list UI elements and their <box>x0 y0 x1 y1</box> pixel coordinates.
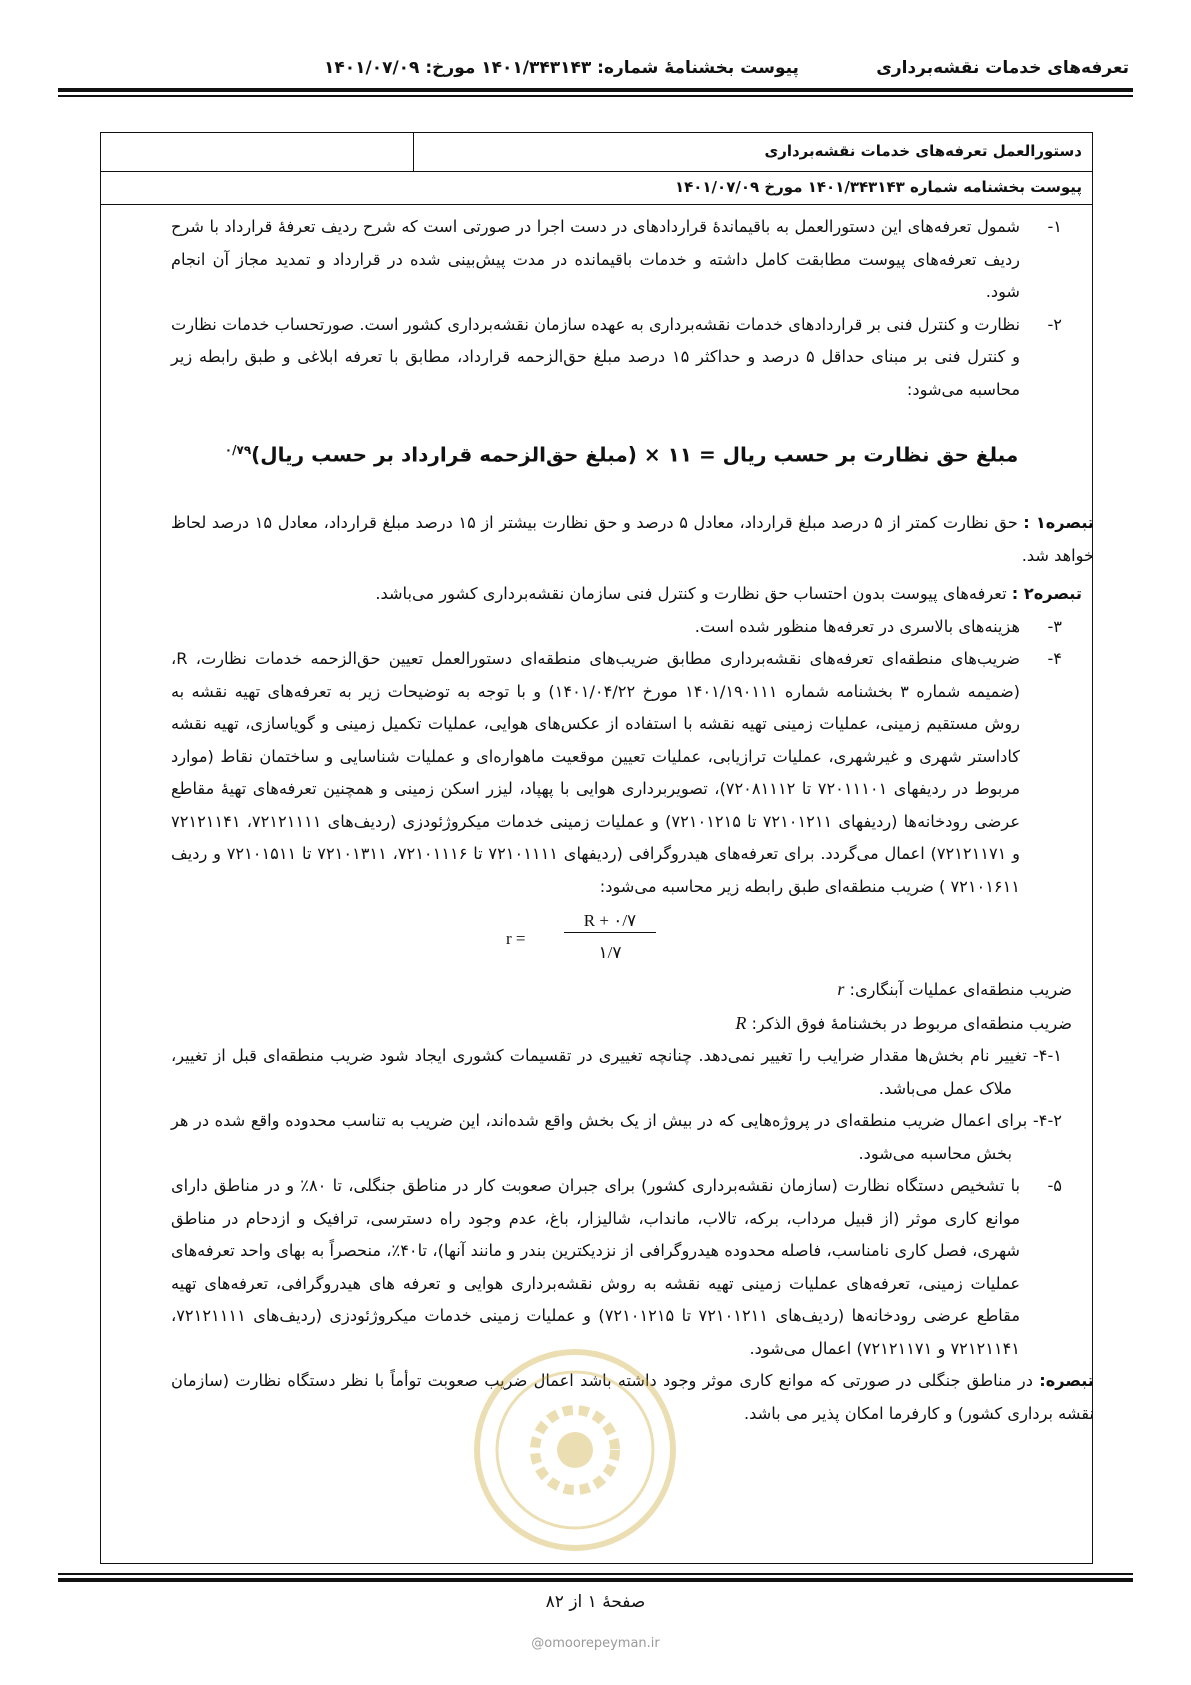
definition-text: ضریب منطقه‌ای مربوط در بخشنامۀ فوق الذکر: <box>751 1013 1072 1033</box>
clause-text: ضریب‌های منطقه‌ای تعرفه‌های نقشه‌برداری مطابق ضریب‌های منطقه‌ای دستورالعمل تعیین حق‌الزحمه خدمات نظارت، R، (ضمیمه شماره ۳ بخشنامه شماره ۱۴۰۱/۱۹۰۱۱۱ مورخ ۱۴۰۱/۰۴/۲۲) و با توجه به توضیحات زیر به تعرفه‌های تهیه نقشه به روش مستقیم زمینی، عملیات زمینی تهیه نقشه با استفاده از عکس‌های هوایی، عملیات تکمیل زمینی و گویاسازی، تهیه نقشه کاداستر شهری و غیرشهری، عملیات ترازیابی، عملیات تعیین موقعیت ماهواره‌ای و عملیات شناسایی و ساختمان نقاط (موارد مربوط در ردیفهای ۷۲۰۱۱۱۰۱ تا ۷۲۰۸۱۱۱۲)، تصویربرداری هوایی با پهپاد، لیزر اسکن زمینی و همچنین تعرفه‌های تهیۀ مقاطع عرضی رودخانه‌ها (ردیفهای ۷۲۱۰۱۲۱۱ تا ۷۲۱۰۱۲۱۵) و عملیات زمینی خدمات میکروژئودزی (ردیف‌های ۷۲۱۲۱۱۱۱، ۷۲۱۲۱۱۴۱ و ۷۲۱۲۱۱۷۱) اعمال می‌گردد. برای تعرفه‌های هیدروگرافی (ردیفهای ۷۲۱۰۱۱۱۱ تا ۷۲۱۰۱۱۱۶، ۷۲۱۰۱۳۱۱ تا ۷۲۱۰۱۵۱۱ و ردیف ۷۲۱۰۱۶۱۱ ) ضریب منطقه‌ای طبق رابطه زیر محاسبه می‌شود: <box>171 649 1021 896</box>
document-body <box>171 211 1095 1430</box>
fraction <box>506 905 686 965</box>
fraction-denominator: ۱/۷ <box>598 943 622 963</box>
clause-number: ۴- <box>1047 649 1062 669</box>
note-1 <box>171 507 1094 572</box>
footer-rule-thick <box>58 1578 1133 1582</box>
formula-exponent: ۰/۷۹ <box>224 443 252 457</box>
definition-symbol: R <box>735 1012 747 1033</box>
clause-4 <box>171 643 1072 903</box>
regional-factor-formula <box>171 905 1072 967</box>
clause-text: با تشخیص دستگاه نظارت (سازمان نقشه‌برداری کشور) برای جبران صعوبت کار در مناطق جنگلی، تا ۸۰٪ و در مناطق دارای موانع کاری موثر (از قبیل مرداب، برکه، تالاب، مانداب، شالیزار، باغ، عدم وجود راه دسترسی، ترافیک و ازدحام در مناطق شهری، فصل کاری نامناسب، فاصله محدوده هیدروگرافی از نزدیکترین بندر و مانند آنها)، تا۴۰٪، منحصراً به بهای واحد تعرفه‌های عملیات زمینی، تعرفه‌های عملیات زمینی تهیه نقشه به روش نقشه‌برداری هوایی و تعرفه های هیدروگرافی، تعرفه‌های تهیه مقاطع عرضی رودخانه‌ها (ردیف‌های ۷۲۱۰۱۲۱۱ تا ۷۲۱۰۱۲۱۵) و عملیات زمینی خدمات میکروژئودزی (ردیف‌های ۷۲۱۲۱۱۱۱، ۷۲۱۲۱۱۴۱ و ۷۲۱۲۱۱۷۱) اعمال می‌شود. <box>171 1176 1021 1358</box>
fraction-lhs: r = <box>506 929 526 949</box>
clause-text: ۴-۲- برای اعمال ضریب منطقه‌ای در پروژه‌هایی که در بیش از یک بخش واقع شده‌اند، این ضریب به تناسب محدوده واقع شده در هر بخش محاسبه می‌شود. <box>171 1111 1062 1163</box>
supervision-fee-formula <box>171 434 1072 471</box>
header-rule-thick <box>58 88 1133 92</box>
footer-rule-thin <box>58 1573 1133 1575</box>
clause-text: ۴-۱- تغییر نام بخش‌ها مقدار ضرایب را تغییر نمی‌دهد. چنانچه تغییری در تقسیمات کشوری ایجاد شود ضریب منطقه‌ای قبل از تغییر، ملاک عمل می‌باشد. <box>171 1046 1062 1098</box>
clause-number: ۱- <box>1047 217 1062 236</box>
clause-4-1 <box>171 1040 1072 1105</box>
note-label: تبصره۲ : <box>1011 584 1082 604</box>
table-subtitle-row <box>101 171 1092 205</box>
clause-number: ۳- <box>1047 616 1062 636</box>
clause-number: ۲- <box>1047 314 1062 334</box>
clause-number: ۵- <box>1047 1176 1062 1196</box>
clause-text: هزینه‌های بالاسری در تعرفه‌ها منظور شده است. <box>694 616 1020 636</box>
clause-4-2 <box>171 1105 1072 1170</box>
note-text: در مناطق جنگلی در صورتی که موانع کاری موثر وجود داشته باشد اعمال ضریب صعوبت توأماً با نظر دستگاه نظارت (سازمان نقشه برداری کشور) و کارفرما امکان پذیر می باشد. <box>171 1371 1094 1423</box>
header-left-title: پیوست بخشنامۀ شماره: ۱۴۰۱/۳۴۳۱۴۳ مورخ: ۱۴۰۱/۰۷/۰۹ <box>324 58 799 78</box>
definition-r <box>171 973 1072 1007</box>
page-number: صفحۀ ۱ از ۸۲ <box>545 1592 646 1612</box>
definition-text: ضریب منطقه‌ای عملیات آبنگاری: <box>849 980 1072 1000</box>
clause-3 <box>171 611 1072 644</box>
clause-text: نظارت و کنترل فنی بر قراردادهای خدمات نقشه‌برداری به عهده سازمان نقشه‌برداری کشور است. صورتحساب خدمات نظارت و کنترل فنی بر مبنای حداقل ۵ درصد و حداکثر ۱۵ درصد مبلغ حق‌الزحمه قرارداد، مطابق با تعرفه ابلاغی و طبق رابطه زیر محاسبه می‌شود: <box>171 314 1020 399</box>
table-subtitle: پیوست بخشنامه شماره ۱۴۰۱/۳۴۳۱۴۳ مورخ ۱۴۰۱/۰۷/۰۹ <box>674 178 1082 196</box>
clause-5 <box>171 1170 1072 1365</box>
definition-symbol: r <box>837 979 845 1000</box>
header-rule-thin <box>58 95 1133 97</box>
clause-1 <box>171 211 1072 309</box>
note-text: تعرفه‌های پیوست بدون احتساب حق نظارت و کنترل فنی سازمان نقشه‌برداری کشور می‌باشد. <box>375 584 1007 604</box>
watermark-url: @omoorepeyman.ir <box>531 1636 660 1651</box>
table-title: دستورالعمل تعرفه‌های خدمات نقشه‌برداری <box>764 142 1082 160</box>
note-2 <box>171 578 1082 611</box>
note-label: تبصره۱ : <box>1023 513 1095 533</box>
header-right-title: تعرفه‌های خدمات نقشه‌برداری <box>876 58 1129 78</box>
note-label: تبصره: <box>1039 1371 1094 1391</box>
definition-R <box>171 1007 1072 1041</box>
clause-2 <box>171 309 1072 407</box>
formula-text: مبلغ حق نظارت بر حسب ریال = ۱۱ × (مبلغ حق‌الزحمه قرارداد بر حسب ریال) <box>251 442 1019 467</box>
table-title-row <box>101 133 1092 172</box>
seal-watermark <box>470 1345 680 1555</box>
fraction-numerator: R + ۰/۷ <box>583 911 637 931</box>
note-text: حق نظارت کمتر از ۵ درصد مبلغ قرارداد، معادل ۵ درصد و حق نظارت بیشتر از ۱۵ درصد مبلغ قرارداد، معادل ۱۵ درصد لحاظ خواهد شد. <box>171 513 1094 565</box>
fraction-bar <box>564 932 656 933</box>
table-split <box>413 133 414 171</box>
clause-text: شمول تعرفه‌های این دستورالعمل به باقیماندۀ قراردادهای در دست اجرا در صورتی است که شرح ردیف تعرفۀ قرارداد با شرح ردیف تعرفه‌های پیوست مطابقت کامل داشته و خدمات باقیمانده در مدت پیش‌بینی شده در قرارداد و تمدید مجاز آن انجام شود. <box>171 217 1020 301</box>
